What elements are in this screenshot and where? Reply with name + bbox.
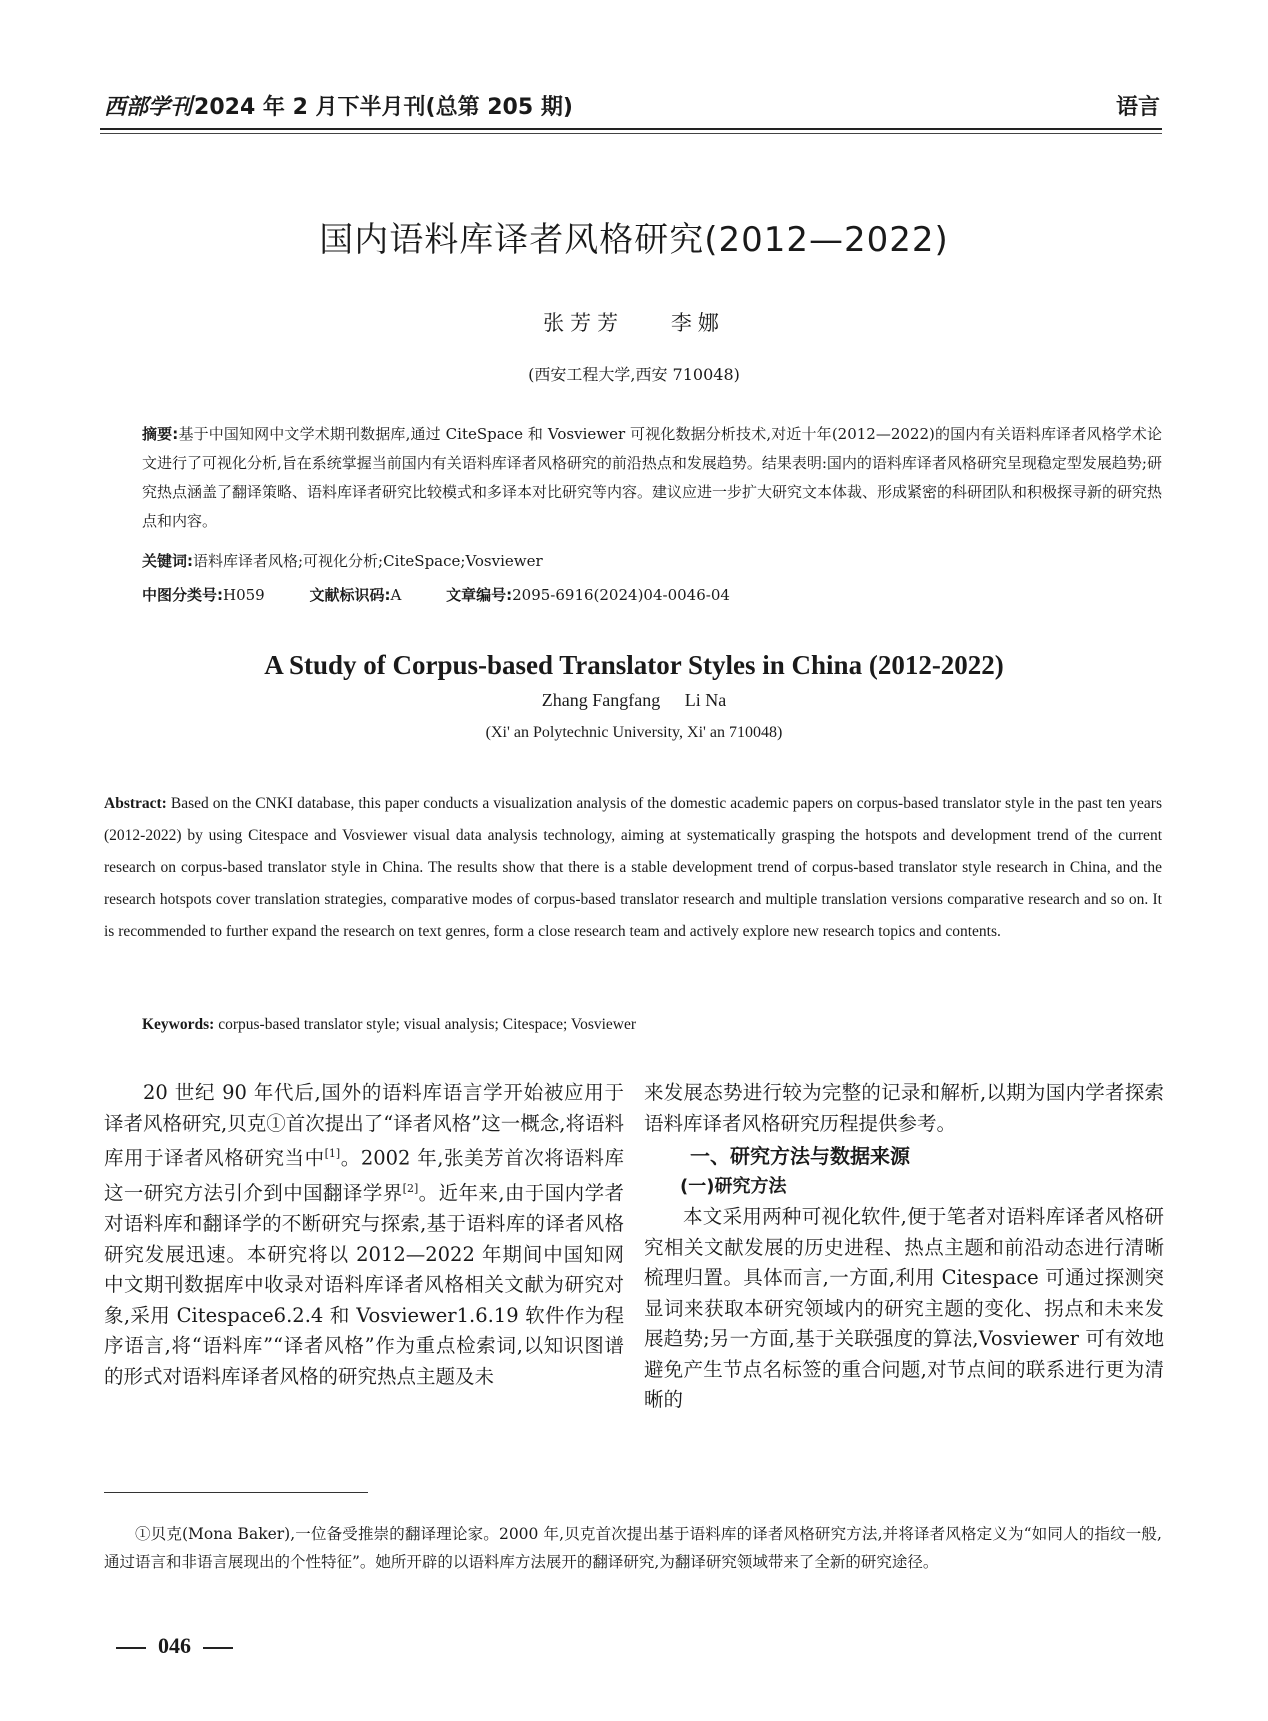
section-label: 语言	[1115, 95, 1160, 120]
page-dash-right	[203, 1647, 233, 1649]
affiliation-en: (Xi' an Polytechnic University, Xi' an 710048)	[485, 724, 783, 741]
abstract-cn	[142, 420, 1162, 536]
keywords-en	[142, 1016, 1162, 1034]
header-rule-thin	[100, 133, 1162, 134]
subsection-heading-1: (一)研究方法	[680, 1175, 787, 1197]
keywords-en-label: Keywords:	[142, 1016, 215, 1033]
citation-ref-2[interactable]: [2]	[402, 1182, 419, 1195]
clc-value: H059	[223, 586, 265, 604]
body-column-left	[104, 1078, 624, 1392]
section-heading-1: 一、研究方法与数据来源	[690, 1144, 910, 1168]
classification-line	[142, 584, 1162, 605]
author-1-cn: 张芳芳	[543, 311, 625, 335]
footnote-marker[interactable]: ①	[266, 1111, 286, 1135]
page-number	[104, 1633, 245, 1659]
body-paragraph-intro	[104, 1078, 624, 1392]
abstract-cn-label: 摘要:	[142, 425, 179, 443]
intro-text-d: 。近年来,由于国内学者对语料库和翻译学的不断研究与探索,基于语料库的译者风格研究发展迅速。本研究将以 2012—2022 年期间中国知网中文期刊数据库中收录对语料库译者风格相关文献为研究对象,采用 Citespace6.2.4 和 Vosviewer1.6.19 软件作为程序语言,将“语料库”“译者风格”作为重点检索词,以知识图谱的形式对语料库译者风格的研究热点主题及未	[104, 1181, 624, 1388]
authors-en	[0, 690, 1268, 711]
article-number-value: 2095-6916(2024)04-0046-04	[512, 586, 730, 604]
footnote: ①贝克(Mona Baker),一位备受推崇的翻译理论家。2000 年,贝克首次提出基于语料库的译者风格研究方法,并将译者风格定义为“如同人的指纹一般,通过语言和非语言展现出的个性特征”。她所开辟的以语料库方法展开的翻译研究,为翻译研究领域带来了全新的研究途径。	[104, 1525, 1162, 1571]
intro-text-a: 20 世纪 90 年代后,国外的语料库语言学开始被应用于译者风格研究,贝克	[104, 1081, 624, 1135]
article-number-label: 文章编号:	[446, 586, 513, 604]
keywords-en-text: corpus-based translator style; visual analysis; Citespace; Vosviewer	[218, 1016, 637, 1033]
doc-code-value: A	[390, 586, 402, 604]
intro-text-b: 首次提出了“译者风格”这一概念,将语料库用于译者风格研究当中	[104, 1111, 624, 1170]
clc-label: 中图分类号:	[142, 586, 223, 604]
title-en: A Study of Corpus-based Translator Styles in China (2012-2022)	[264, 650, 1004, 680]
running-header	[104, 90, 573, 121]
abstract-en	[104, 788, 1162, 948]
header-rule	[100, 128, 1162, 130]
authors-cn	[0, 307, 1268, 337]
journal-logo: 西部学刊	[104, 94, 193, 120]
body-column-right	[644, 1078, 1164, 1416]
keywords-cn-text: 语料库译者风格;可视化分析;CiteSpace;Vosviewer	[193, 552, 543, 570]
issue-info: 2024 年 2 月下半月刊(总第 205 期)	[194, 95, 573, 120]
page-number-text: 046	[158, 1633, 191, 1658]
abstract-en-label: Abstract:	[104, 795, 167, 812]
title-cn: 国内语料库译者风格研究(2012—2022)	[319, 220, 949, 260]
citation-ref-1[interactable]: [1]	[324, 1147, 341, 1160]
page-dash-left	[116, 1647, 146, 1649]
body-paragraph-intro-cont: 来发展态势进行较为完整的记录和解析,以期为国内学者探索语料库译者风格研究历程提供参考。	[644, 1081, 1164, 1135]
keywords-cn	[142, 550, 1162, 571]
keywords-cn-label: 关键词:	[142, 552, 193, 570]
author-2-cn: 李娜	[670, 311, 725, 335]
intro-text-c: 。2002 年,张美芳首次将语料库这一研究方法引介到中国翻译学界	[104, 1146, 624, 1205]
author-1-en: Zhang Fangfang	[541, 690, 661, 710]
footnote-rule	[104, 1492, 368, 1493]
body-paragraph-methods: 本文采用两种可视化软件,便于笔者对语料库译者风格研究相关文献发展的历史进程、热点主题和前沿动态进行清晰梳理归置。具体而言,一方面,利用 Citespace 可通过探测突显词来获取本研究领域内的研究主题的变化、拐点和未来发展趋势;另一方面,基于关联强度的算法,Vosviewer 可有效地避免产生节点名标签的重合问题,对节点间的联系进行更为清晰的	[644, 1205, 1164, 1411]
abstract-en-text: Based on the CNKI database, this paper conducts a visualization analysis of the domestic academic papers on corpus-based translator style in the past ten years (2012-2022) by using Citespace and Vosviewer visual data analysis technology, aiming at systematically grasping the hotspots and development trend of the current research on corpus-based translator style in China. The results show that there is a stable development trend of corpus-based translator style research in China, and the research hotspots cover translation strategies, comparative modes of corpus-based translator research and multiple translation versions comparative research and so on. It is recommended to further expand the research on text genres, form a close research team and actively explore new research topics and contents.	[104, 795, 1162, 940]
abstract-cn-text: 基于中国知网中文学术期刊数据库,通过 CiteSpace 和 Vosviewer 可视化数据分析技术,对近十年(2012—2022)的国内有关语料库译者风格学术论文进行了可视化分析,旨在系统掌握当前国内有关语料库译者风格研究的前沿热点和发展趋势。结果表明:国内的语料库译者风格研究呈现稳定型发展趋势;研究热点涵盖了翻译策略、语料库译者研究比较模式和多译本对比研究等内容。建议应进一步扩大研究文本体裁、形成紧密的科研团队和积极探寻新的研究热点和内容。	[142, 425, 1163, 530]
affiliation-cn: (西安工程大学,西安 710048)	[528, 365, 740, 384]
author-2-en: Li Na	[684, 690, 727, 710]
doc-code-label: 文献标识码:	[309, 586, 391, 604]
